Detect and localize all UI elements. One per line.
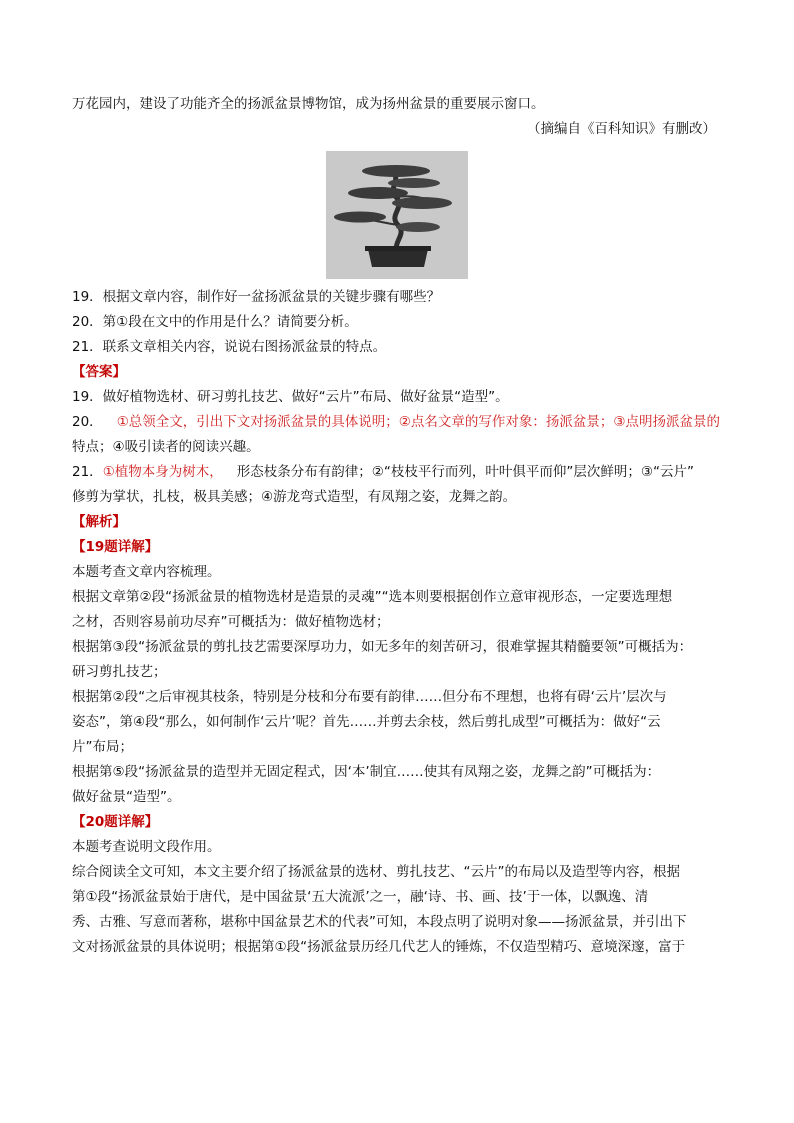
document-page <box>72 92 722 960</box>
q20-detail-heading: 【20题详解】 <box>72 814 159 830</box>
answer-21-text: 形态枝条分布有韵律；②“枝枝平行而列，叶叶俱平而仰”层次鲜明；③“云片” <box>236 464 694 480</box>
q19-line: 根据第②段“之后审视其枝条，特别是分枝和分布要有韵律……但分布不理想，也将有碍‘云片’层次与 <box>72 689 667 705</box>
answer-20-line-1 <box>72 410 722 435</box>
source-citation: （摘编自《百科知识》有删改） <box>527 121 716 137</box>
q20-line: 综合阅读全文可知，本文主要介绍了扬派盆景的选材、剪扎技艺、“云片”的布局以及造型等内容，根据 <box>72 864 680 880</box>
answer-heading: 【答案】 <box>72 364 126 380</box>
q19-line: 姿态”，第④段“那么，如何制作‘云片’呢？首先……并剪去余枝，然后剪扎成型”可概括为：做好“云 <box>72 714 661 730</box>
q19-line: 片”布局； <box>72 739 133 755</box>
q19-line: 根据文章第②段“扬派盆景的植物选材是造景的灵魂”“选本则要根据创作立意审视形态，一定要选理想 <box>72 589 673 605</box>
q19-line: 根据第③段“扬派盆景的剪扎技艺需要深厚功力，如无多年的刻苦研习，很难掌握其精髓要领”可概括为： <box>72 639 693 655</box>
answer-20-number: 20． <box>72 414 103 430</box>
question-19: 19．根据文章内容，制作好一盆扬派盆景的关键步骤有哪些？ <box>72 289 441 305</box>
q19-line: 之材，否则容易前功尽弃”可概括为：做好植物选材； <box>72 614 390 630</box>
answer-20-red-text: ①总领全文，引出下文对扬派盆景的具体说明；②点名文章的写作对象：扬派盆景；③点明扬派盆景的 <box>116 414 720 430</box>
q19-line: 根据第⑤段“扬派盆景的造型并无固定程式，因‘本’制宜……使其有凤翔之姿，龙舞之韵”可概括为： <box>72 764 661 780</box>
answer-21-line-1 <box>72 460 722 485</box>
intro-line: 万花园内，建设了功能齐全的扬派盆景博物馆，成为扬州盆景的重要展示窗口。 <box>72 96 545 112</box>
q20-line: 第①段“扬派盆景始于唐代，是中国盆景‘五大流派’之一，融‘诗、书、画、技’于一体，以飘逸、清 <box>72 889 649 905</box>
question-20: 20．第①段在文中的作用是什么？请简要分析。 <box>72 314 358 330</box>
q20-line: 文对扬派盆景的具体说明；根据第①段“扬派盆景历经几代艺人的锤炼，不仅造型精巧、意境深邃，富于 <box>72 939 686 955</box>
q19-line: 本题考查文章内容梳理。 <box>72 564 221 580</box>
answer-19: 19．做好植物选材、研习剪扎技艺、做好“云片”布局、做好盆景“造型”。 <box>72 389 509 405</box>
answer-21-line-2: 修剪为掌状，扎枝，极具美感；④游龙弯式造型，有凤翔之姿，龙舞之韵。 <box>72 489 517 505</box>
analysis-heading: 【解析】 <box>72 514 126 530</box>
question-21: 21．联系文章相关内容，说说右图扬派盆景的特点。 <box>72 339 387 355</box>
answer-20-line-2: 特点；④吸引读者的阅读兴趣。 <box>72 439 260 455</box>
q20-line: 本题考查说明文段作用。 <box>72 839 221 855</box>
bonsai-photo <box>326 151 468 279</box>
q19-line: 做好盆景“造型”。 <box>72 789 181 805</box>
answer-21-red-text: ①植物本身为树木， <box>102 464 223 480</box>
q19-line: 研习剪扎技艺； <box>72 664 167 680</box>
q19-detail-heading: 【19题详解】 <box>72 539 159 555</box>
q20-line: 秀、古雅、写意而著称，堪称中国盆景艺术的代表”可知，本段点明了说明对象——扬派盆景，并引出下 <box>72 914 687 930</box>
figure-container <box>72 151 722 279</box>
answer-21-number: 21． <box>72 464 103 480</box>
